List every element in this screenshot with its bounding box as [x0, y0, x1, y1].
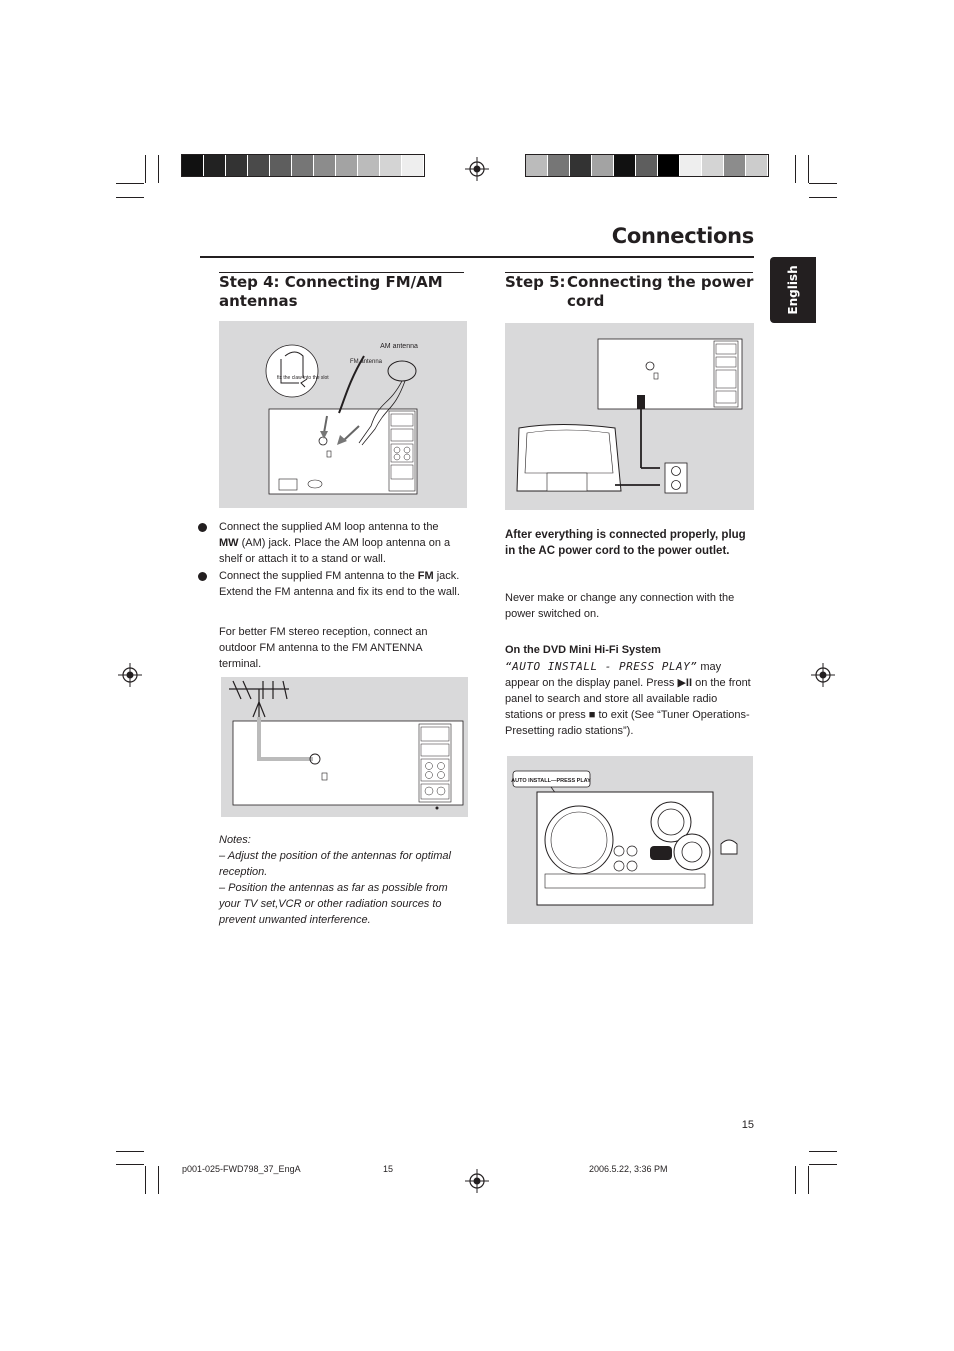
step5-heading-line2: cord — [567, 292, 605, 310]
auto-install-text-a: may appear on the display panel. Press — [505, 661, 722, 689]
bullet-am — [198, 519, 460, 567]
bullet-am-pre: Connect the supplied AM loop antenna to the — [219, 521, 439, 533]
front-panel-figure — [507, 756, 753, 924]
crop-mark — [809, 1151, 837, 1152]
crop-mark — [809, 183, 837, 184]
dvd-subhead: On the DVD Mini Hi-Fi System — [505, 644, 661, 656]
crop-mark — [158, 155, 159, 183]
bullet-fm-post: jack. Extend the FM antenna and fix its end to the wall. — [219, 570, 460, 598]
crop-mark — [158, 1166, 159, 1194]
antenna-connection-figure — [219, 321, 467, 508]
color-bar-left — [182, 155, 424, 176]
fm-label: FM antenna — [349, 359, 383, 365]
bullet-am-post: (AM) jack. Place the AM loop antenna on a shelf or attach it to a stand or wall. — [219, 537, 451, 565]
crop-mark — [145, 1166, 146, 1194]
footer-date: 2006.5.22, 3:36 PM — [589, 1164, 668, 1174]
registration-mark-icon — [465, 157, 489, 181]
bullet-am-bold: MW — [219, 537, 239, 549]
step5-heading-num: Step 5: — [505, 273, 566, 291]
crop-mark — [809, 1164, 837, 1165]
crop-mark — [116, 197, 144, 198]
crop-mark — [795, 155, 796, 183]
notes-block — [219, 832, 464, 928]
power-cord-figure — [505, 323, 754, 510]
auto-install-text-b: on the front panel to search and store all available radio stations or press — [505, 677, 751, 721]
claw-label: fix the claw into the slot — [277, 375, 329, 381]
crop-mark — [808, 155, 809, 183]
step4-heading — [219, 273, 469, 311]
warning-paragraph: Never make or change any connection with the power switched on. — [505, 592, 735, 620]
crop-mark — [116, 1164, 144, 1165]
registration-mark-icon — [465, 1169, 489, 1193]
play-pause-icon: ▶II — [677, 677, 693, 689]
auto-install-paragraph — [505, 659, 753, 739]
outdoor-antenna-figure — [221, 677, 468, 817]
crop-mark — [145, 155, 146, 183]
step4-heading-line2: antennas — [219, 292, 298, 310]
notes-title: Notes: — [219, 834, 251, 846]
crop-mark — [808, 1166, 809, 1194]
crop-mark — [116, 183, 144, 184]
display-label: AUTO INSTALL—PRESS PLAY — [511, 778, 591, 784]
step4-heading-num: Step 4: — [219, 273, 280, 291]
fm-stereo-paragraph: For better FM stereo reception, connect an outdoor FM antenna to the FM ANTENNA terminal. — [219, 626, 428, 670]
step5-heading-line1: Connecting the power — [567, 273, 754, 291]
note-item: – Position the antennas as far as possible from your TV set,VCR or other radiation sources to prevent unwanted interference. — [219, 882, 448, 926]
registration-mark-icon — [811, 663, 835, 687]
title-rule — [200, 256, 754, 258]
plug-in-instruction: After everything is connected properly, plug in the AC power cord to the power outlet. — [505, 529, 746, 557]
lcd-text: “AUTO INSTALL - PRESS PLAY” — [505, 660, 698, 673]
footer-page: 15 — [383, 1164, 394, 1174]
stop-icon: ■ — [588, 709, 596, 721]
bullet-fm-pre: Connect the supplied FM antenna to the — [219, 570, 418, 582]
language-tab-label: English — [786, 265, 800, 315]
crop-mark — [116, 1151, 144, 1152]
bullet-dot-icon — [198, 523, 207, 532]
crop-mark — [795, 1166, 796, 1194]
language-tab — [770, 257, 816, 323]
page-number: 15 — [741, 1119, 754, 1131]
registration-mark-icon — [118, 663, 142, 687]
bullet-fm — [198, 568, 460, 600]
crop-mark — [809, 197, 837, 198]
page-title: Connections — [611, 224, 754, 248]
bullet-fm-bold: FM — [417, 570, 434, 582]
auto-install-text-c: to exit (See “Tuner Operations-Presetting radio stations”). — [505, 709, 750, 737]
bullet-dot-icon — [198, 572, 207, 581]
step4-heading-line1: Connecting FM/AM — [284, 273, 443, 291]
step5-heading — [505, 273, 755, 311]
note-item: – Adjust the position of the antennas for optimal reception. — [219, 850, 451, 878]
color-bar-right — [526, 155, 768, 176]
footer-file: p001-025-FWD798_37_EngA — [182, 1164, 301, 1174]
am-label: AM antenna — [380, 343, 418, 350]
